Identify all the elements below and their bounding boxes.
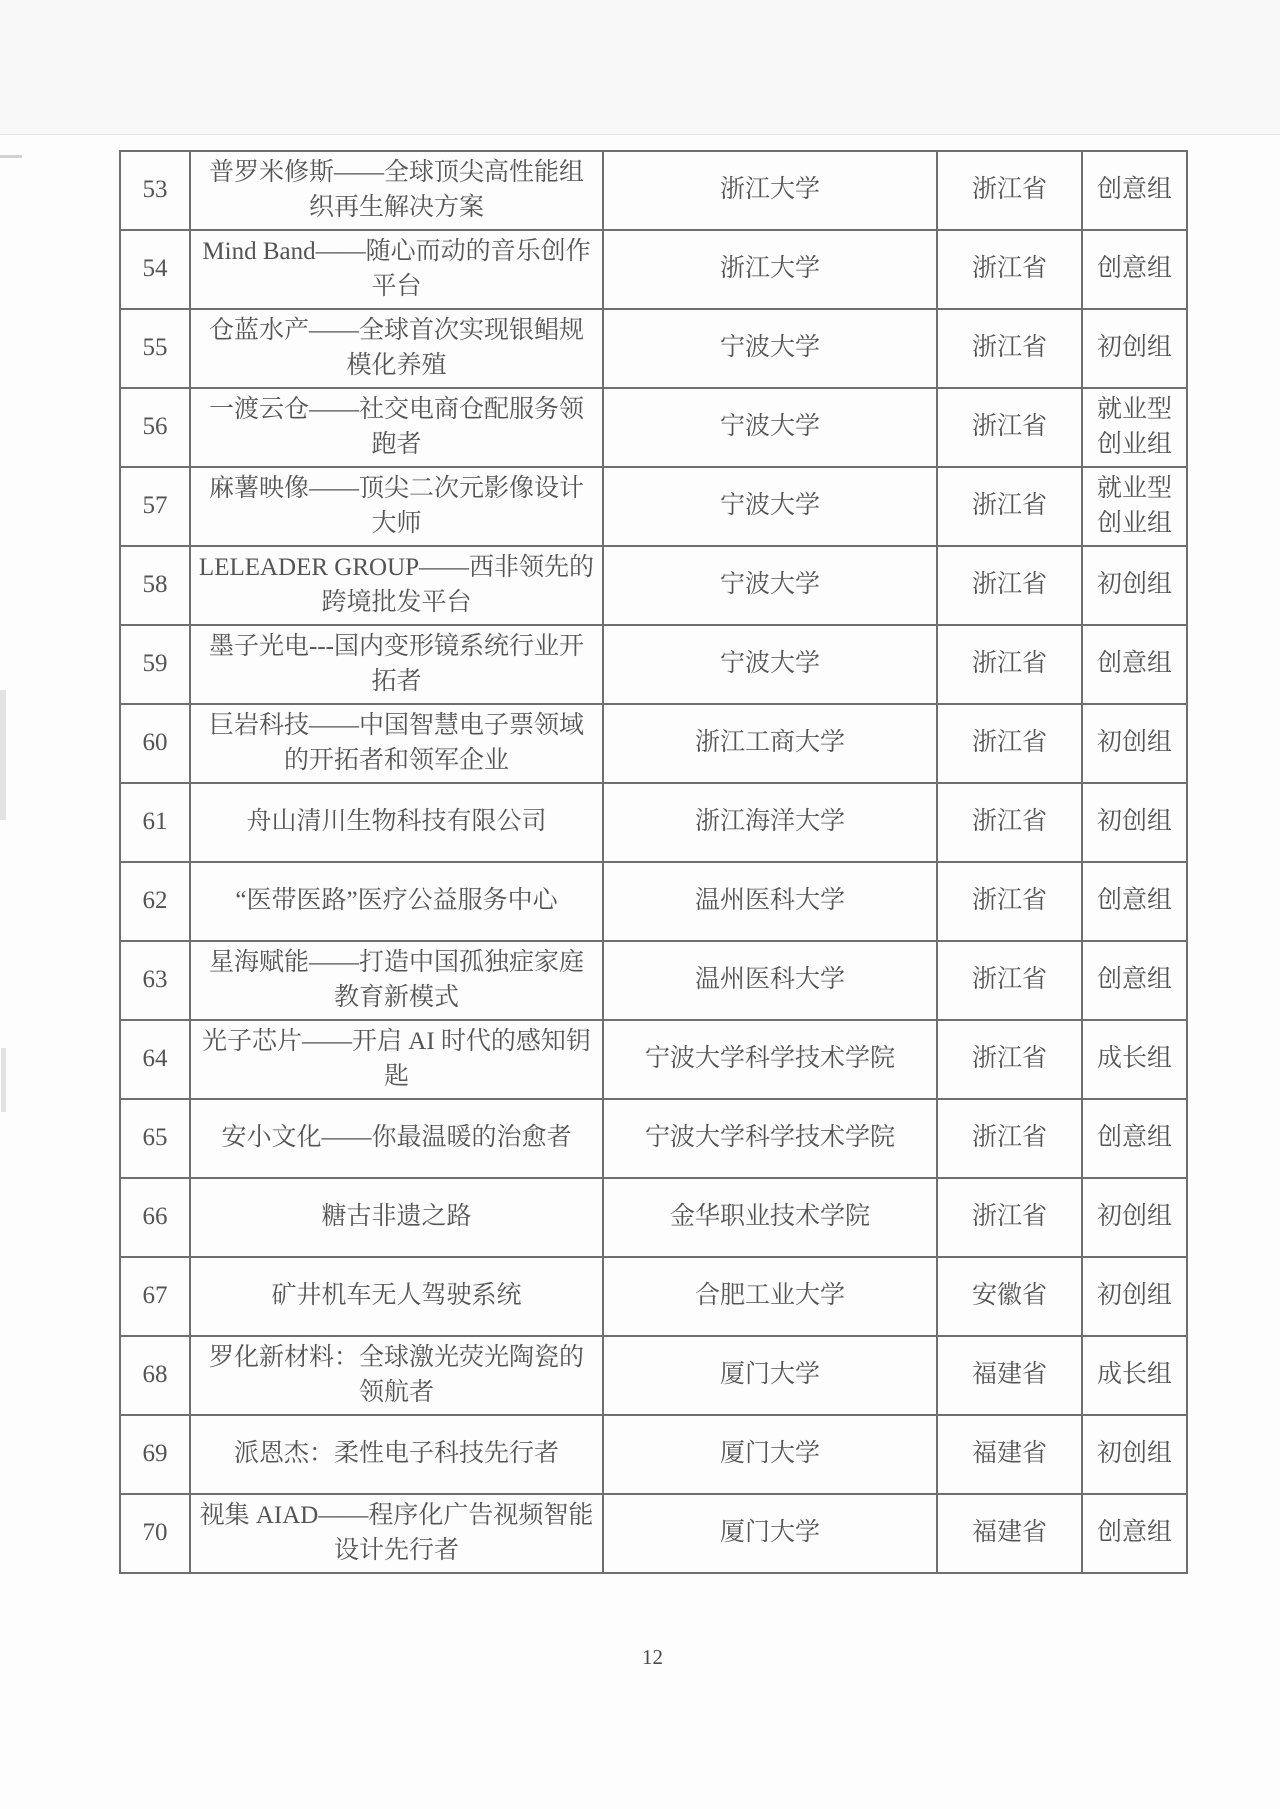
project-name: 光子芯片——开启 AI 时代的感知钥匙 bbox=[190, 1020, 603, 1099]
university: 宁波大学 bbox=[603, 546, 937, 625]
province: 浙江省 bbox=[937, 704, 1082, 783]
province: 福建省 bbox=[937, 1415, 1082, 1494]
row-number: 59 bbox=[120, 625, 190, 704]
university: 浙江大学 bbox=[603, 230, 937, 309]
group: 初创组 bbox=[1082, 546, 1187, 625]
table-row bbox=[120, 1099, 1187, 1178]
project-name: 仓蓝水产——全球首次实现银鲳规模化养殖 bbox=[190, 309, 603, 388]
table-row bbox=[120, 467, 1187, 546]
university: 宁波大学 bbox=[603, 467, 937, 546]
project-list-table bbox=[119, 150, 1188, 1574]
university: 厦门大学 bbox=[603, 1494, 937, 1573]
table-row bbox=[120, 941, 1187, 1020]
project-name: 舟山清川生物科技有限公司 bbox=[190, 783, 603, 862]
project-name: 安小文化——你最温暖的治愈者 bbox=[190, 1099, 603, 1178]
table-row bbox=[120, 625, 1187, 704]
province: 浙江省 bbox=[937, 388, 1082, 467]
province: 浙江省 bbox=[937, 1099, 1082, 1178]
row-number: 63 bbox=[120, 941, 190, 1020]
row-number: 55 bbox=[120, 309, 190, 388]
project-name: 糖古非遗之路 bbox=[190, 1178, 603, 1257]
group: 成长组 bbox=[1082, 1336, 1187, 1415]
row-number: 68 bbox=[120, 1336, 190, 1415]
table-body bbox=[120, 151, 1187, 1573]
table-row bbox=[120, 862, 1187, 941]
province: 浙江省 bbox=[937, 1178, 1082, 1257]
row-number: 54 bbox=[120, 230, 190, 309]
table-row bbox=[120, 704, 1187, 783]
row-number: 58 bbox=[120, 546, 190, 625]
group: 创意组 bbox=[1082, 230, 1187, 309]
province: 浙江省 bbox=[937, 546, 1082, 625]
row-number: 65 bbox=[120, 1099, 190, 1178]
group: 就业型创业组 bbox=[1082, 467, 1187, 546]
project-name: 罗化新材料：全球激光荧光陶瓷的领航者 bbox=[190, 1336, 603, 1415]
project-name: 一渡云仓——社交电商仓配服务领跑者 bbox=[190, 388, 603, 467]
project-name: Mind Band——随心而动的音乐创作平台 bbox=[190, 230, 603, 309]
group: 初创组 bbox=[1082, 783, 1187, 862]
project-name: 派恩杰：柔性电子科技先行者 bbox=[190, 1415, 603, 1494]
province: 安徽省 bbox=[937, 1257, 1082, 1336]
university: 宁波大学 bbox=[603, 309, 937, 388]
project-name: 麻薯映像——顶尖二次元影像设计大师 bbox=[190, 467, 603, 546]
project-name: 矿井机车无人驾驶系统 bbox=[190, 1257, 603, 1336]
table-row bbox=[120, 546, 1187, 625]
university: 浙江海洋大学 bbox=[603, 783, 937, 862]
table-row bbox=[120, 1178, 1187, 1257]
table-row bbox=[120, 1020, 1187, 1099]
university: 浙江工商大学 bbox=[603, 704, 937, 783]
table-row bbox=[120, 1415, 1187, 1494]
table-row bbox=[120, 309, 1187, 388]
university: 厦门大学 bbox=[603, 1415, 937, 1494]
group: 创意组 bbox=[1082, 1099, 1187, 1178]
province: 浙江省 bbox=[937, 467, 1082, 546]
province: 浙江省 bbox=[937, 1020, 1082, 1099]
province: 浙江省 bbox=[937, 230, 1082, 309]
province: 浙江省 bbox=[937, 625, 1082, 704]
university: 合肥工业大学 bbox=[603, 1257, 937, 1336]
row-number: 57 bbox=[120, 467, 190, 546]
scan-artifact-left-dash bbox=[0, 155, 22, 158]
group: 创意组 bbox=[1082, 862, 1187, 941]
province: 浙江省 bbox=[937, 151, 1082, 230]
university: 宁波大学科学技术学院 bbox=[603, 1020, 937, 1099]
province: 浙江省 bbox=[937, 309, 1082, 388]
row-number: 70 bbox=[120, 1494, 190, 1573]
university: 宁波大学科学技术学院 bbox=[603, 1099, 937, 1178]
project-name: “医带医路”医疗公益服务中心 bbox=[190, 862, 603, 941]
row-number: 62 bbox=[120, 862, 190, 941]
row-number: 56 bbox=[120, 388, 190, 467]
row-number: 53 bbox=[120, 151, 190, 230]
group: 初创组 bbox=[1082, 1415, 1187, 1494]
table-row bbox=[120, 783, 1187, 862]
province: 浙江省 bbox=[937, 783, 1082, 862]
province: 福建省 bbox=[937, 1494, 1082, 1573]
group: 成长组 bbox=[1082, 1020, 1187, 1099]
project-name: 巨岩科技——中国智慧电子票领域的开拓者和领军企业 bbox=[190, 704, 603, 783]
university: 温州医科大学 bbox=[603, 862, 937, 941]
row-number: 67 bbox=[120, 1257, 190, 1336]
university: 宁波大学 bbox=[603, 388, 937, 467]
project-name: 星海赋能——打造中国孤独症家庭教育新模式 bbox=[190, 941, 603, 1020]
scan-artifact-top-band bbox=[0, 0, 1280, 135]
row-number: 64 bbox=[120, 1020, 190, 1099]
project-name: LELEADER GROUP——西非领先的跨境批发平台 bbox=[190, 546, 603, 625]
scan-artifact-left-smudge-2 bbox=[1, 1048, 6, 1112]
project-name: 普罗米修斯——全球顶尖高性能组织再生解决方案 bbox=[190, 151, 603, 230]
group: 创意组 bbox=[1082, 941, 1187, 1020]
group: 初创组 bbox=[1082, 309, 1187, 388]
group: 创意组 bbox=[1082, 151, 1187, 230]
group: 初创组 bbox=[1082, 1178, 1187, 1257]
project-name: 视集 AIAD——程序化广告视频智能设计先行者 bbox=[190, 1494, 603, 1573]
row-number: 66 bbox=[120, 1178, 190, 1257]
province: 福建省 bbox=[937, 1336, 1082, 1415]
group: 初创组 bbox=[1082, 704, 1187, 783]
university: 厦门大学 bbox=[603, 1336, 937, 1415]
university: 浙江大学 bbox=[603, 151, 937, 230]
table-row bbox=[120, 1336, 1187, 1415]
row-number: 69 bbox=[120, 1415, 190, 1494]
page-number: 12 bbox=[642, 1645, 663, 1669]
province: 浙江省 bbox=[937, 941, 1082, 1020]
group: 创意组 bbox=[1082, 1494, 1187, 1573]
row-number: 61 bbox=[120, 783, 190, 862]
group: 就业型创业组 bbox=[1082, 388, 1187, 467]
university: 温州医科大学 bbox=[603, 941, 937, 1020]
group: 创意组 bbox=[1082, 625, 1187, 704]
row-number: 60 bbox=[120, 704, 190, 783]
university: 金华职业技术学院 bbox=[603, 1178, 937, 1257]
group: 初创组 bbox=[1082, 1257, 1187, 1336]
province: 浙江省 bbox=[937, 862, 1082, 941]
table-row bbox=[120, 1257, 1187, 1336]
scan-artifact-left-smudge bbox=[0, 690, 6, 820]
table-row bbox=[120, 230, 1187, 309]
table-row bbox=[120, 151, 1187, 230]
table-row bbox=[120, 1494, 1187, 1573]
project-name: 墨子光电---国内变形镜系统行业开拓者 bbox=[190, 625, 603, 704]
university: 宁波大学 bbox=[603, 625, 937, 704]
table-row bbox=[120, 388, 1187, 467]
